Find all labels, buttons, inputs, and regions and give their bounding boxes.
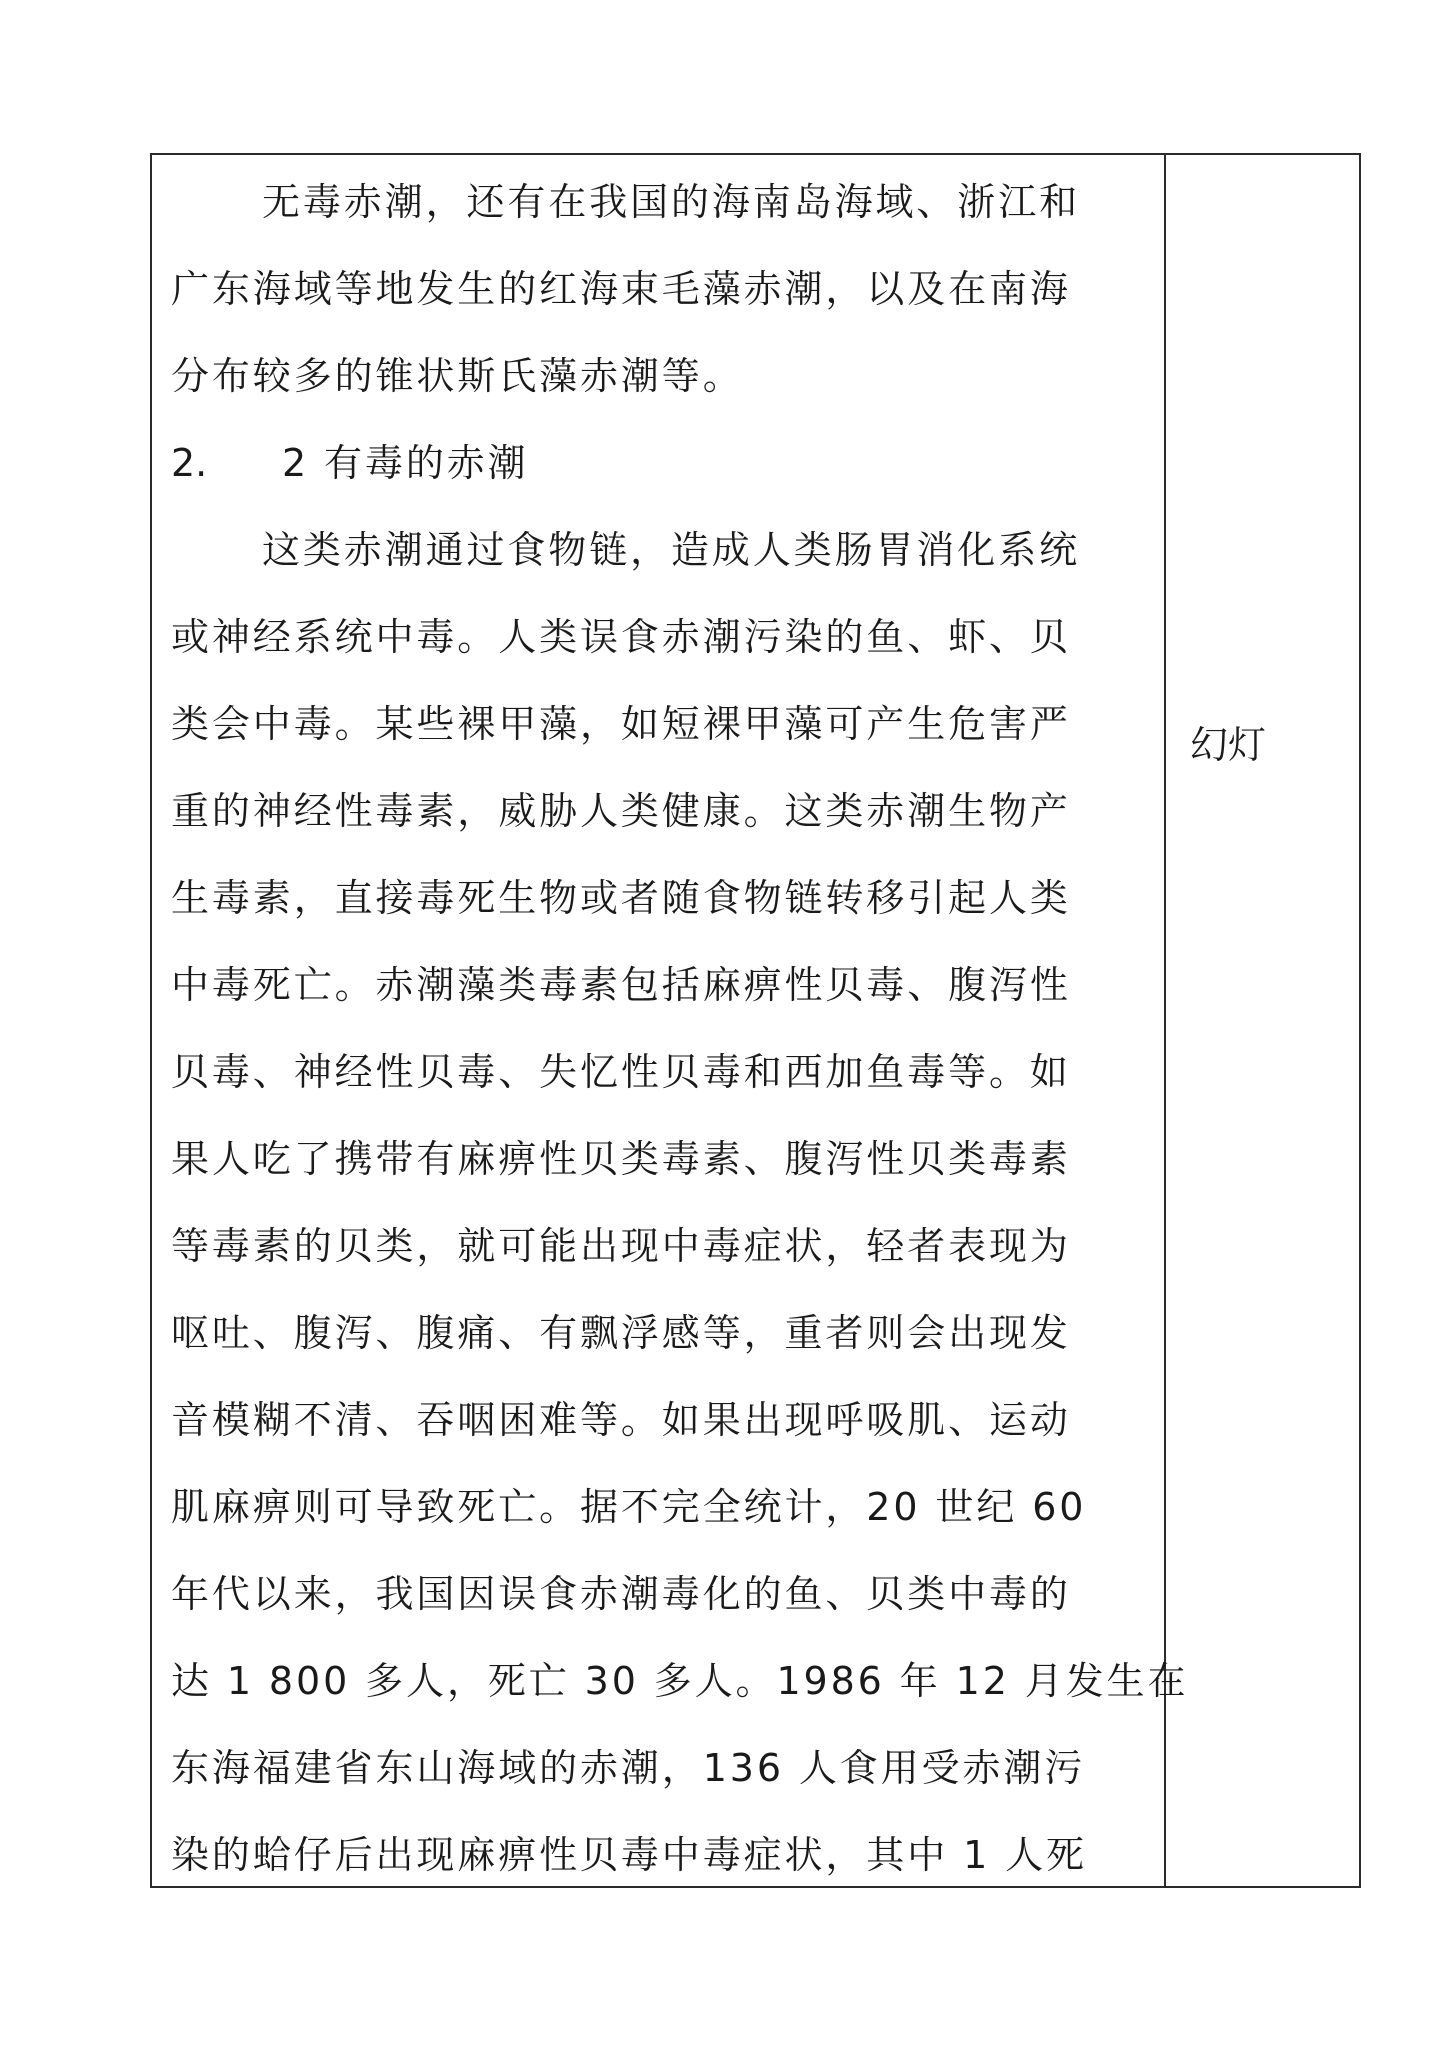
paragraph-line: 无毒赤潮，还有在我国的海南岛海域、浙江和	[262, 180, 1081, 224]
paragraph-line: 呕吐、腹泻、腹痛、有飘浮感等，重者则会出现发	[171, 1311, 1071, 1355]
paragraph-line: 年代以来，我国因误食赤潮毒化的鱼、贝类中毒的	[171, 1572, 1071, 1616]
paragraph-line: 肌麻痹则可导致死亡。据不完全统计，20 世纪 60	[171, 1485, 1087, 1529]
paragraph-line: 染的蛤仔后出现麻痹性贝毒中毒症状，其中 1 人死	[171, 1833, 1087, 1877]
paragraph-line: 音模糊不清、吞咽困难等。如果出现呼吸肌、运动	[171, 1398, 1071, 1442]
paragraph-line: 果人吃了携带有麻痹性贝类毒素、腹泻性贝类毒素	[171, 1137, 1071, 1181]
paragraph-line: 生毒素，直接毒死生物或者随食物链转移引起人类	[171, 876, 1071, 920]
section-title: 2 有毒的赤潮	[282, 441, 529, 485]
paragraph-line: 这类赤潮通过食物链，造成人类肠胃消化系统	[262, 528, 1081, 572]
paragraph-line: 类会中毒。某些裸甲藻，如短裸甲藻可产生危害严	[171, 702, 1071, 746]
paragraph-line: 中毒死亡。赤潮藻类毒素包括麻痹性贝毒、腹泻性	[171, 963, 1071, 1007]
paragraph-line: 或神经系统中毒。人类误食赤潮污染的鱼、虾、贝	[171, 615, 1071, 659]
side-cell	[1166, 155, 1359, 1886]
paragraph-line: 分布较多的锥状斯氏藻赤潮等。	[171, 354, 744, 398]
paragraph-line: 贝毒、神经性贝毒、失忆性贝毒和西加鱼毒等。如	[171, 1050, 1071, 1094]
paragraph-line: 东海福建省东山海域的赤潮，136 人食用受赤潮污	[171, 1746, 1086, 1790]
content-cell	[152, 155, 1189, 1886]
paragraph-line: 达 1 800 多人，死亡 30 多人。1986 年 12 月发生在	[171, 1659, 1189, 1703]
paragraph-line: 广东海域等地发生的红海束毛藻赤潮，以及在南海	[171, 267, 1071, 311]
paragraph-line: 等毒素的贝类，就可能出现中毒症状，轻者表现为	[171, 1224, 1071, 1268]
paragraph-line: 重的神经性毒素，威胁人类健康。这类赤潮生物产	[171, 789, 1071, 833]
teaching-aid-note: 幻灯	[1190, 723, 1267, 767]
section-number: 2.	[171, 441, 208, 485]
lesson-table	[150, 153, 1361, 1888]
